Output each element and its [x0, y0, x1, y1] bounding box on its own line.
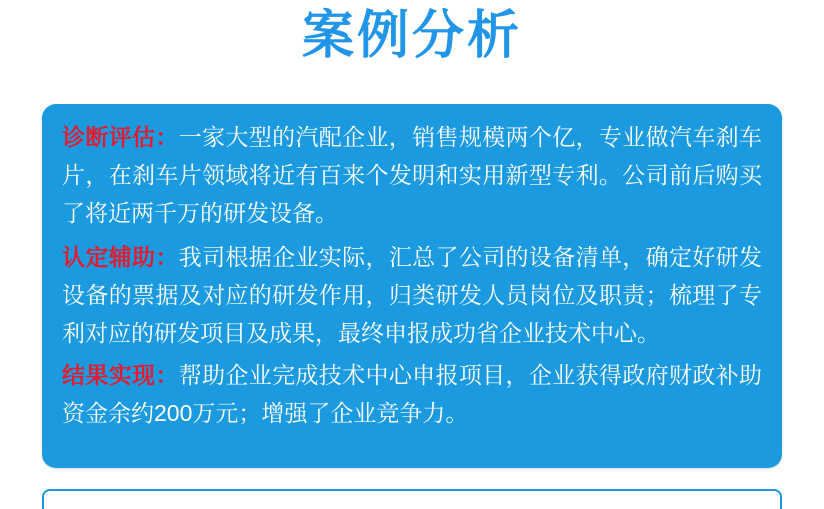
next-card-top-edge: [42, 489, 782, 509]
paragraph-diagnosis-label: 诊断评估：: [62, 124, 179, 150]
paragraph-certification-label: 认定辅助：: [62, 244, 179, 270]
paragraph-result: [62, 356, 762, 432]
paragraph-certification-text: 我司根据企业实际，汇总了公司的设备清单，确定好研发设备的票据及对应的研发作用，归类研发人员岗位及职责；梳理了专利对应的研发项目及成果，最终申报成功省企业技术中心。: [62, 244, 763, 346]
paragraph-diagnosis: [62, 118, 762, 232]
paragraph-diagnosis-text: 一家大型的汽配企业，销售规模两个亿，专业做汽车刹车片，在刹车片领域将近有百来个发明和实用新型专利。公司前后购买了将近两千万的研发设备。: [62, 124, 763, 226]
paragraph-result-label: 结果实现：: [62, 362, 179, 388]
page-title: 案例分析: [301, 7, 522, 65]
case-analysis-card: [42, 104, 782, 468]
paragraph-certification: [62, 238, 762, 352]
paragraph-result-text: 帮助企业完成技术中心申报项目，企业获得政府财政补助资金余约200万元；增强了企业竞争力。: [62, 362, 763, 426]
